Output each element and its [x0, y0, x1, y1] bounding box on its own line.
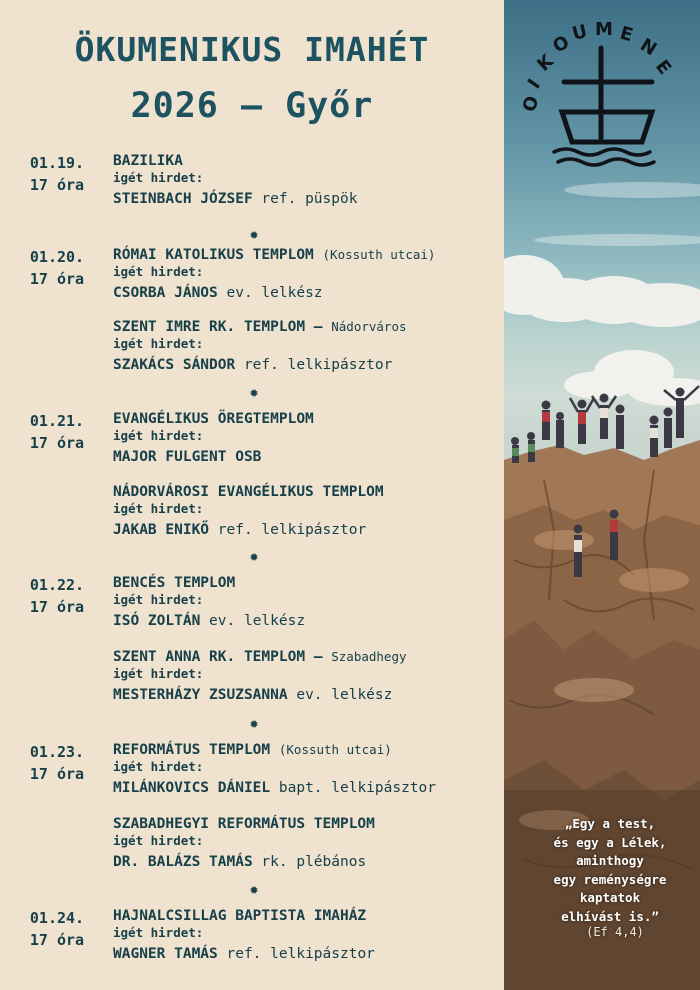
preacher-label: igét hirdet: — [113, 592, 204, 607]
bible-quote: „Egy a test, és egy a Lélek, aminthogy egy reménységre kaptatok elhívást is.” — [553, 816, 667, 924]
svg-text:O: O — [518, 93, 544, 115]
preacher-label: igét hirdet: — [113, 501, 204, 516]
preacher-label: igét hirdet: — [113, 925, 204, 940]
star-flower-icon: ✹ — [249, 880, 259, 898]
preacher: STEINBACH JÓZSEF ref. püspök — [113, 191, 358, 207]
preacher-label: igét hirdet: — [113, 833, 204, 848]
svg-text:O: O — [549, 31, 573, 58]
event — [113, 410, 498, 467]
venue-name: SZENT IMRE RK. TEMPLOM – Nádorváros — [113, 319, 407, 335]
preacher: WAGNER TAMÁS ref. lelkipásztor — [113, 946, 375, 962]
event — [113, 483, 498, 540]
event — [113, 574, 498, 631]
day-date: 01.20. 17 óra — [29, 248, 85, 288]
venue-name: SZENT ANNA RK. TEMPLOM – Szabadhegy — [113, 649, 407, 665]
star-flower-icon: ✹ — [249, 225, 259, 243]
day-date: 01.24. 17 óra — [29, 909, 85, 949]
preacher: CSORBA JÁNOS ev. lelkész — [113, 285, 323, 301]
preacher-label: igét hirdet: — [113, 666, 204, 681]
preacher-label: igét hirdet: — [113, 336, 204, 351]
venue-name: NÁDORVÁROSI EVANGÉLIKUS TEMPLOM — [113, 484, 384, 500]
star-flower-icon: ✹ — [249, 714, 259, 732]
event — [113, 246, 498, 303]
preacher: MAJOR FULGENT OSB — [113, 449, 262, 465]
day-date: 01.21. 17 óra — [29, 412, 85, 452]
bible-reference: (Ef 4,4) — [586, 925, 644, 939]
preacher: ISÓ ZOLTÁN ev. lelkész — [113, 613, 306, 629]
star-flower-icon: ✹ — [249, 547, 259, 565]
event — [113, 741, 498, 798]
event — [113, 648, 498, 705]
event — [113, 907, 498, 964]
preacher: DR. BALÁZS TAMÁS rk. plébános — [113, 854, 367, 870]
preacher: MILÁNKOVICS DÁNIEL bapt. lelkipásztor — [113, 780, 437, 796]
preacher: JAKAB ENIKŐ ref. lelkipásztor — [113, 522, 367, 538]
venue-name: BENCÉS TEMPLOM — [113, 575, 236, 591]
preacher-label: igét hirdet: — [113, 264, 204, 279]
venue-name: SZABADHEGYI REFORMÁTUS TEMPLOM — [113, 816, 375, 832]
preacher: MESTERHÁZY ZSUZSANNA ev. lelkész — [113, 687, 393, 703]
svg-text:E: E — [617, 22, 636, 47]
event — [113, 815, 498, 872]
venue-name: REFORMÁTUS TEMPLOM (Kossuth utcai) — [113, 742, 392, 758]
event — [113, 318, 498, 375]
day-date: 01.19. 17 óra — [29, 154, 85, 194]
venue-name: RÓMAI KATOLIKUS TEMPLOM (Kossuth utcai) — [113, 247, 436, 263]
svg-text:K: K — [533, 50, 558, 76]
svg-text:M: M — [595, 19, 613, 40]
preacher-label: igét hirdet: — [113, 759, 204, 774]
svg-text:E: E — [651, 56, 676, 79]
day-date: 01.22. 17 óra — [29, 576, 85, 616]
preacher: SZAKÁCS SÁNDOR ref. lelkipásztor — [113, 357, 393, 373]
oikoumene-logo-text — [519, 19, 675, 115]
svg-text:N: N — [636, 34, 661, 61]
page-subtitle: 2026 – Győr — [130, 86, 374, 126]
star-flower-icon: ✹ — [249, 383, 259, 401]
oikoumene-boat-cross-icon — [554, 48, 654, 165]
event — [113, 152, 498, 209]
svg-text:I: I — [523, 75, 545, 93]
svg-text:U: U — [570, 20, 590, 45]
venue-name: HAJNALCSILLAG BAPTISTA IMAHÁZ — [113, 908, 367, 924]
venue-name: BAZILIKA — [113, 153, 183, 169]
page-title: ÖKUMENIKUS IMAHÉT — [74, 30, 430, 69]
preacher-label: igét hirdet: — [113, 170, 204, 185]
day-date: 01.23. 17 óra — [29, 743, 85, 783]
preacher-label: igét hirdet: — [113, 428, 204, 443]
clouds — [504, 255, 700, 406]
venue-name: EVANGÉLIKUS ÖREGTEMPLOM — [113, 411, 314, 427]
